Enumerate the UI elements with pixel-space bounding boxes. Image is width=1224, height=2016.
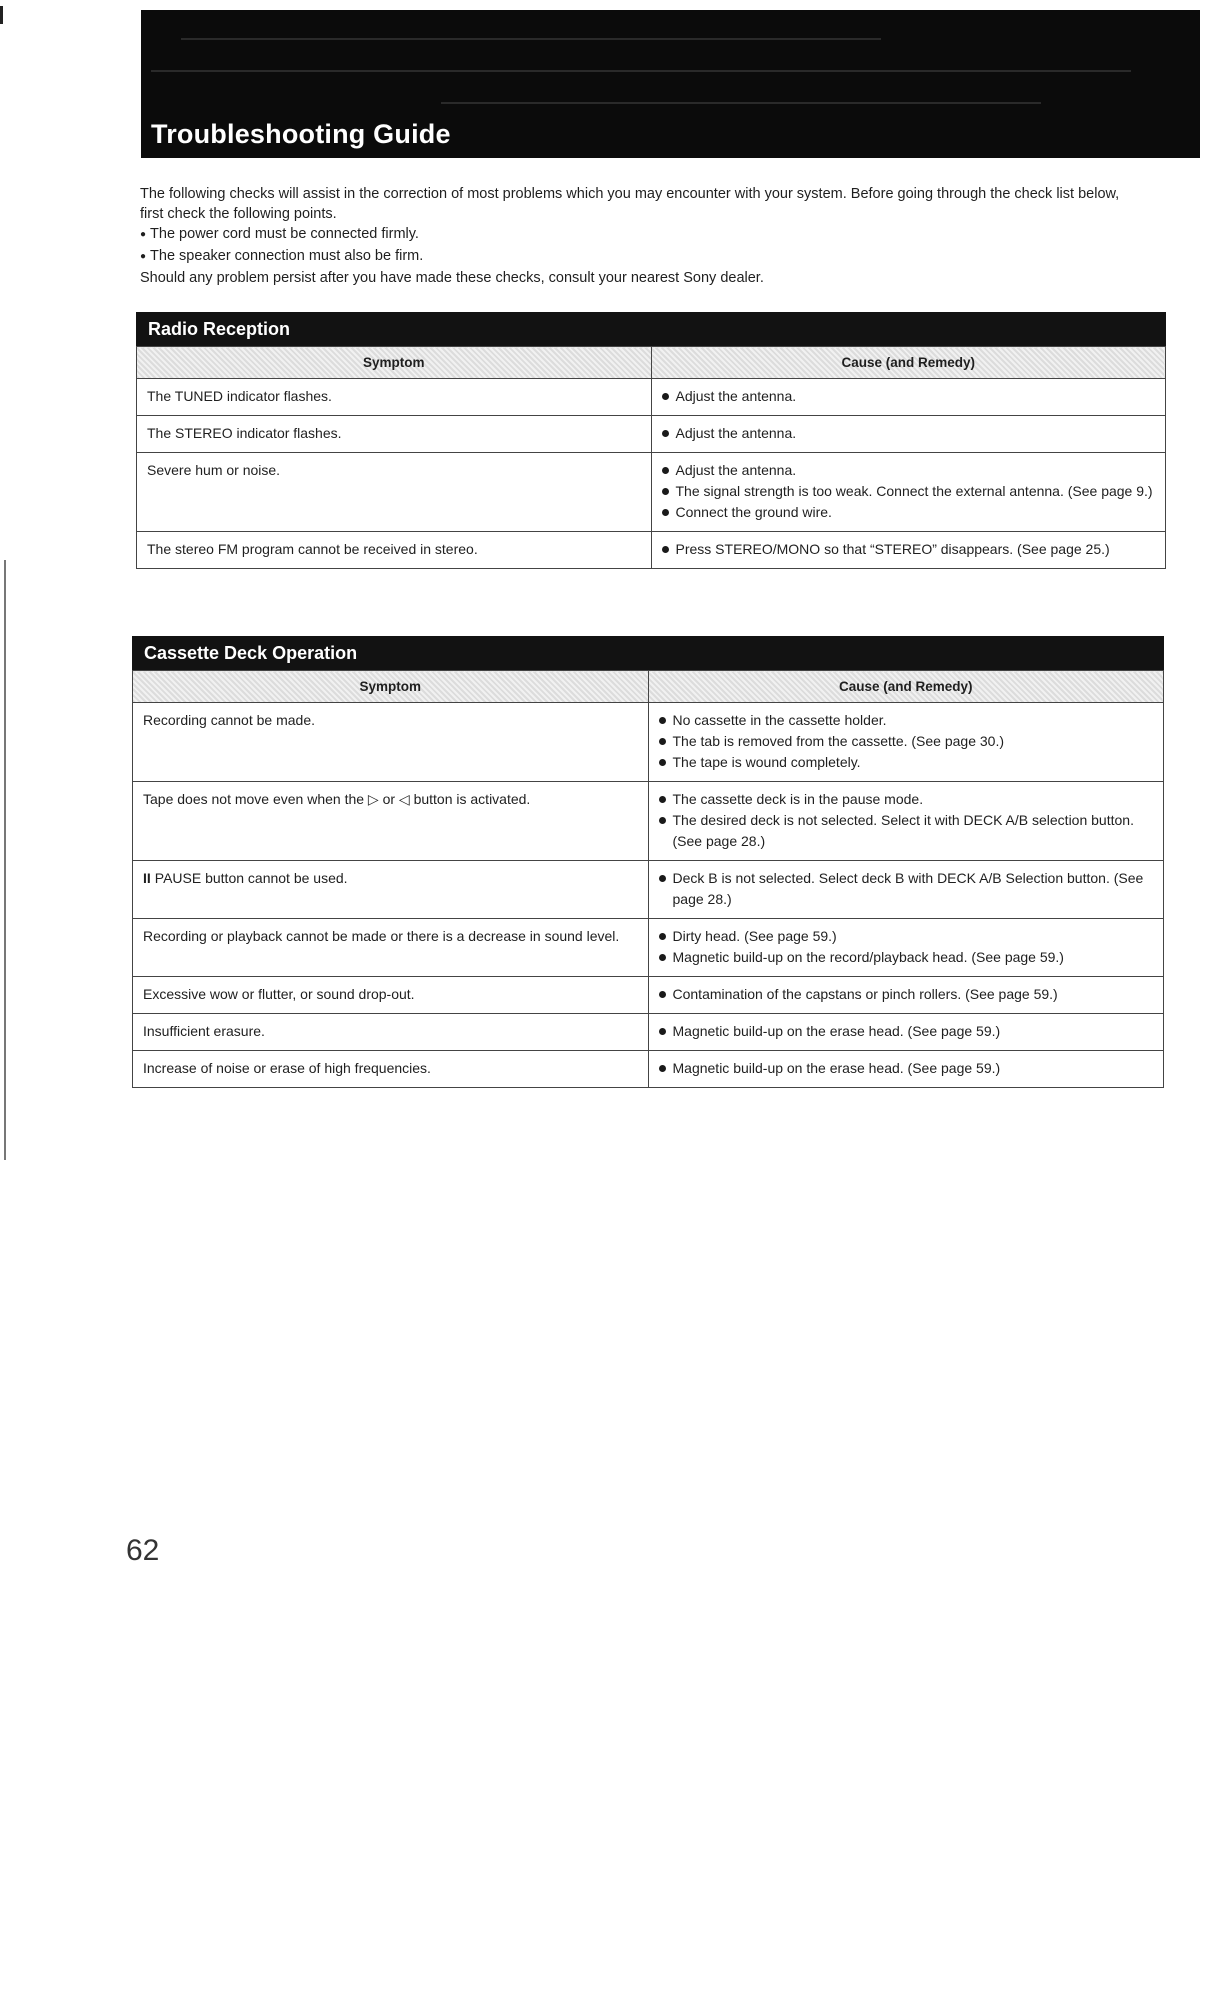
symptom-cell: The STEREO indicator flashes. [137,416,652,453]
symptom-cell [133,861,649,919]
cause-cell [648,919,1164,977]
cause-cell [651,379,1166,416]
symptom-cell: Severe hum or noise. [137,453,652,532]
column-header-cause: Cause (and Remedy) [648,671,1164,703]
intro-bullet: ● The power cord must be connected firmly. [140,224,1140,246]
symptom-cell: The stereo FM program cannot be received in stereo. [137,532,652,569]
symptom-cell: Excessive wow or flutter, or sound drop-out. [133,977,649,1014]
intro-text [140,184,1140,288]
cause-item: Adjust the antenna. [662,423,1156,444]
symptom-cell: Recording cannot be made. [133,703,649,782]
cause-cell [648,1014,1164,1051]
cause-cell [651,416,1166,453]
cause-item: Magnetic build-up on the record/playback head. (See page 59.) [659,947,1154,968]
cause-item: Adjust the antenna. [662,460,1156,481]
intro-paragraph: The following checks will assist in the correction of most problems which you may encounter with your system. Before going through the check list below, first check the following points. [140,186,1120,222]
cause-item: Magnetic build-up on the erase head. (See page 59.) [659,1058,1154,1079]
column-header-symptom: Symptom [133,671,649,703]
scan-binding-line [4,560,6,1160]
page-number: 62 [126,1534,160,1567]
symptom-cell: Insufficient erasure. [133,1014,649,1051]
cause-cell [651,453,1166,532]
symptom-cell: Recording or playback cannot be made or there is a decrease in sound level. [133,919,649,977]
cause-item: The tab is removed from the cassette. (See page 30.) [659,731,1154,752]
table-row [137,453,1166,532]
cassette-deck-section [132,636,1164,1088]
table-row [133,1051,1164,1088]
cause-item: The cassette deck is in the pause mode. [659,789,1154,810]
table-row [133,861,1164,919]
radio-troubleshooting-table [136,346,1166,569]
cause-cell [648,782,1164,861]
cause-item: Press STEREO/MONO so that “STEREO” disappears. (See page 25.) [662,539,1156,560]
symptom-text: PAUSE button cannot be used. [154,870,348,886]
cause-cell [648,977,1164,1014]
cause-cell [648,861,1164,919]
table-row [133,1014,1164,1051]
table-row [137,416,1166,453]
cassette-troubleshooting-table [132,670,1164,1088]
table-row [133,782,1164,861]
table-row [133,919,1164,977]
intro-closing: Should any problem persist after you have made these checks, consult your nearest Sony dealer. [140,270,764,286]
section-title-radio: Radio Reception [136,312,1166,346]
symptom-cell: Tape does not move even when the ▷ or ◁ button is activated. [133,782,649,861]
table-row [133,977,1164,1014]
column-header-symptom: Symptom [137,347,652,379]
table-row [137,379,1166,416]
cause-cell [651,532,1166,569]
column-header-cause: Cause (and Remedy) [651,347,1166,379]
cause-item: The signal strength is too weak. Connect the external antenna. (See page 9.) [662,481,1156,502]
cause-cell [648,703,1164,782]
cause-item: Adjust the antenna. [662,386,1156,407]
table-header-row [137,347,1166,379]
cause-item: The desired deck is not selected. Select it with DECK A/B selection button. (See page 28.) [659,810,1154,852]
cause-item: Contamination of the capstans or pinch rollers. (See page 59.) [659,984,1154,1005]
section-title-cassette: Cassette Deck Operation [132,636,1164,670]
intro-bullet: ● The speaker connection must also be firm. [140,246,1140,268]
scan-edge-mark [0,6,3,24]
title-banner [141,10,1200,158]
cause-item: No cassette in the cassette holder. [659,710,1154,731]
cause-item: Deck B is not selected. Select deck B with DECK A/B Selection button. (See page 28.) [659,868,1154,910]
table-header-row [133,671,1164,703]
table-row [133,703,1164,782]
cause-item: Dirty head. (See page 59.) [659,926,1154,947]
page-title: Troubleshooting Guide [151,119,451,149]
cause-cell [648,1051,1164,1088]
symptom-cell: The TUNED indicator flashes. [137,379,652,416]
table-row [137,532,1166,569]
cause-item: Connect the ground wire. [662,502,1156,523]
symptom-cell: Increase of noise or erase of high frequencies. [133,1051,649,1088]
pause-icon: II [143,870,151,886]
radio-reception-section [136,312,1166,569]
cause-item: The tape is wound completely. [659,752,1154,773]
cause-item: Magnetic build-up on the erase head. (See page 59.) [659,1021,1154,1042]
